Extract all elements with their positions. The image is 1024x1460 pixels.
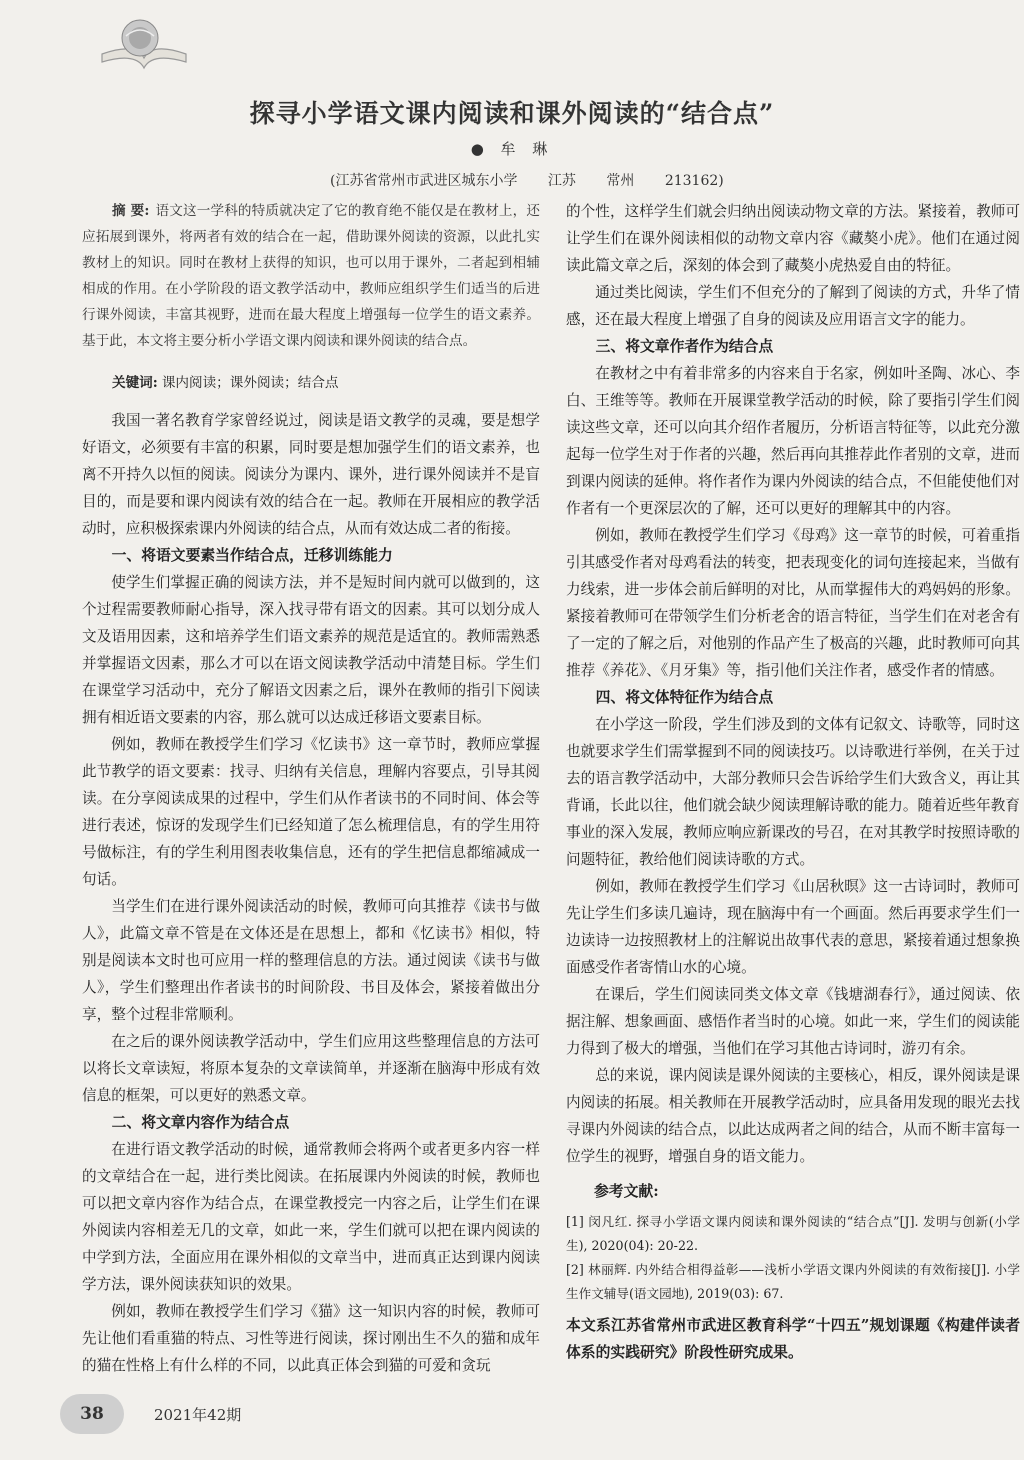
references-heading: 参考文献: bbox=[594, 1183, 659, 1200]
body-paragraph: 在小学这一阶段，学生们涉及到的文体有记叙文、诗歌等，同时这也就要求学生们需掌握到不同的阅读技巧。以诗歌进行举例，在关于过去的语言教学活动中，大部分教师只会告诉给学生们大致含义，再让其背诵，长此以往，他们就会缺少阅读理解诗歌的能力。随着近些年教育事业的深入发展，教师应响应新课改的号召，在对其教学时按照诗歌的问题特征，教给他们阅读诗歌的方式。 bbox=[566, 716, 1020, 868]
body-paragraph: 在课后，学生们阅读同类文体文章《钱塘湖春行》，通过阅读、依据注解、想象画面、感悟作者当时的心境。如此一来，学生们的阅读能力得到了极大的增强，当他们在学习其他古诗词时，游刃有余。 bbox=[566, 986, 1020, 1057]
right-column bbox=[566, 198, 1020, 1366]
section-heading-1: 一、将语文要素当作结合点，迁移训练能力 bbox=[111, 547, 393, 564]
left-column bbox=[82, 198, 540, 1379]
page-footer bbox=[60, 1392, 241, 1436]
body-paragraph: 总的来说，课内阅读是课外阅读的主要核心，相反，课外阅读是课内阅读的拓展。相关教师在开展教学活动时，应具备用发现的眼光去找寻课内外阅读的结合点，以此达成两者之间的结合，从而不断丰富每一位学生的视野，增强自身的语文能力。 bbox=[566, 1067, 1020, 1165]
abstract-text: 语文这一学科的特质就决定了它的教育绝不能仅是在教材上，还应拓展到课外，将两者有效的结合在一起，借助课外阅读的资源，以此扎实教材上的知识。同时在教材上获得的知识，也可以用于课外，二者起到相辅相成的作用。在小学阶段的语文教学活动中，教师应组织学生们适当的后进行课外阅读，丰富其视野，进而在最大程度上增强每一位学生的语文素养。基于此，本文将主要分析小学语文课内阅读和课外阅读的结合点。 bbox=[82, 203, 540, 349]
references bbox=[566, 1180, 1020, 1306]
body-paragraph: 我国一著名教育学家曾经说过，阅读是语文教学的灵魂，要是想学好语文，必须要有丰富的积累，同时要是想加强学生们的语文素养，也离不开持久以恒的阅读。阅读分为课内、课外，进行课外阅读并不是盲目的，而是要和课内阅读有效的结合在一起。教师在开展相应的教学活动时，应积极探索课内外阅读的结合点，从而有效达成二者的衔接。 bbox=[82, 412, 540, 537]
article-title: 探寻小学语文课内阅读和课外阅读的“结合点” bbox=[249, 99, 775, 128]
reference-item: [2] 林丽辉. 内外结合相得益彰——浅析小学语文课内外阅读的有效衔接[J]. 小学生作文辅导(语文园地), 2019(03): 67. bbox=[566, 1262, 1020, 1301]
body-paragraph: 在之后的课外阅读教学活动中，学生们应用这些整理信息的方法可以将长文章读短，将原本复杂的文章读简单，并逐渐在脑海中形成有效信息的框架，可以更好的熟悉文章。 bbox=[82, 1033, 540, 1104]
body-paragraph: 当学生们在进行课外阅读活动的时候，教师可向其推荐《读书与做人》，此篇文章不管是在文体还是在思想上，都和《忆读书》相似，特别是阅读本文时也可应用一样的整理信息的方法。通过阅读《读书与做人》，学生们整理出作者读书的时间阶段、书目及体会，紧接着做出分享，整个过程非常顺利。 bbox=[82, 898, 540, 1023]
reference-item: [1] 闵凡红. 探寻小学语文课内阅读和课外阅读的“结合点”[J]. 发明与创新(小学生), 2020(04): 20-22. bbox=[566, 1214, 1020, 1253]
body-paragraph: 例如，教师在教授学生们学习《山居秋暝》这一古诗词时，教师可先让学生们多读几遍诗，现在脑海中有一个画面。然后再要求学生们一边读诗一边按照教材上的注解说出故事代表的意思，紧接着通过想象换面感受作者寄情山水的心境。 bbox=[566, 878, 1020, 976]
body-paragraph: 例如，教师在教授学生们学习《母鸡》这一章节的时候，可着重指引其感受作者对母鸡看法的转变，把表现变化的词句连接起来，当做有力线索，进一步体会前后鲜明的对比，从而掌握伟大的鸡妈妈的形象。紧接着教师可在带领学生们分析老舍的语言特征，当学生们在对老舍有了一定的了解之后，对他别的作品产生了极高的兴趣，此时教师可向其推荐《养花》、《月牙集》等，指引他们关注作者，感受作者的情感。 bbox=[566, 527, 1020, 679]
body-paragraph: 在进行语文教学活动的时候，通常教师会将两个或者更多内容一样的文章结合在一起，进行类比阅读。在拓展课内外阅读的时候，教师也可以把文章内容作为结合点，在课堂教授完一内容之后，让学生们在课外阅读内容相差无几的文章，如此一来，学生们就可以把在课内阅读的中学到方法，全面应用在课外相似的文章当中，进而真正达到课内阅读学方法，课外阅读获知识的效果。 bbox=[82, 1141, 540, 1293]
body-paragraph: 在教材之中有着非常多的内容来自于名家，例如叶圣陶、冰心、李白、王维等等。教师在开展课堂教学活动的时候，除了要指引学生们阅读这些文章，还可以向其介绍作者履历，分析语言特征等，以此充分激起每一位学生对于作者的兴趣，然后再向其推荐此作者别的文章，进而到课内阅读的延伸。将作者作为课内外阅读的结合点，不但能使他们对作者有一个更深层次的了解，还可以更好的理解其中的内容。 bbox=[566, 365, 1020, 517]
keywords-text: 课内阅读；课外阅读；结合点 bbox=[161, 375, 339, 391]
section-heading-3: 三、将文章作者作为结合点 bbox=[595, 338, 774, 355]
body-paragraph: 使学生们掌握正确的阅读方法，并不是短时间内就可以做到的，这个过程需要教师耐心指导，深入找寻带有语文的因素。其可以划分成人文及语用因素，这和培养学生们语文素养的规范是适宜的。教师需熟悉并掌握语文因素，那么才可以在语文阅读教学活动中清楚目标。学生们在课堂学习活动中，充分了解语文因素之后，课外在教师的指引下阅读拥有相近语文要素的内容，那么就可以达成迁移语文要素目标。 bbox=[82, 574, 540, 726]
issue-label: 2021年42期 bbox=[154, 1405, 242, 1424]
abstract-label: 摘 要: bbox=[112, 203, 150, 219]
section-heading-4: 四、将文体特征作为结合点 bbox=[595, 689, 774, 706]
body-paragraph: 的个性，这样学生们就会归纳出阅读动物文章的方法。紧接着，教师可让学生们在课外阅读相似的动物文章内容《藏獒小虎》。他们在通过阅读此篇文章之后，深刻的体会到了藏獒小虎热爱自由的特征。 bbox=[566, 203, 1020, 274]
section-heading-2: 二、将文章内容作为结合点 bbox=[111, 1114, 290, 1131]
body-paragraph: 例如，教师在教授学生们学习《忆读书》这一章节时，教师应掌握此节教学的语文要素：找寻、归纳有关信息，理解内容要点，引导其阅读。在分享阅读成果的过程中，学生们从作者读书的不同时间、体会等进行表述，惊讶的发现学生们已经知道了怎么梳理信息，有的学生用符号做标注，有的学生利用图表收集信息，还有的学生把信息都缩减成一句话。 bbox=[82, 736, 540, 888]
journal-logo-icon bbox=[96, 14, 192, 76]
article-author: ● 牟 琳 bbox=[470, 140, 554, 158]
keywords bbox=[82, 370, 540, 397]
keywords-label: 关键词: bbox=[112, 375, 158, 391]
body-paragraph: 通过类比阅读，学生们不但充分的了解到了阅读的方式，升华了情感，还在最大程度上增强了自身的阅读及应用语言文字的能力。 bbox=[566, 284, 1020, 328]
funding-note: 本文系江苏省常州市武进区教育科学“十四五”规划课题《构建伴读者体系的实践研究》阶段性研究成果。 bbox=[566, 1317, 1020, 1361]
page-number: 38 bbox=[60, 1394, 124, 1434]
body-paragraph: 例如，教师在教授学生们学习《猫》这一知识内容的时候，教师可先让他们看重猫的特点、习性等进行阅读，探讨刚出生不久的猫和成年的猫在性格上有什么样的不同，以此真正体会到猫的可爱和贪玩 bbox=[82, 1303, 540, 1374]
abstract bbox=[82, 198, 540, 354]
author-affiliation: (江苏省常州市武进区城东小学 江苏 常州 213162) bbox=[330, 173, 724, 189]
